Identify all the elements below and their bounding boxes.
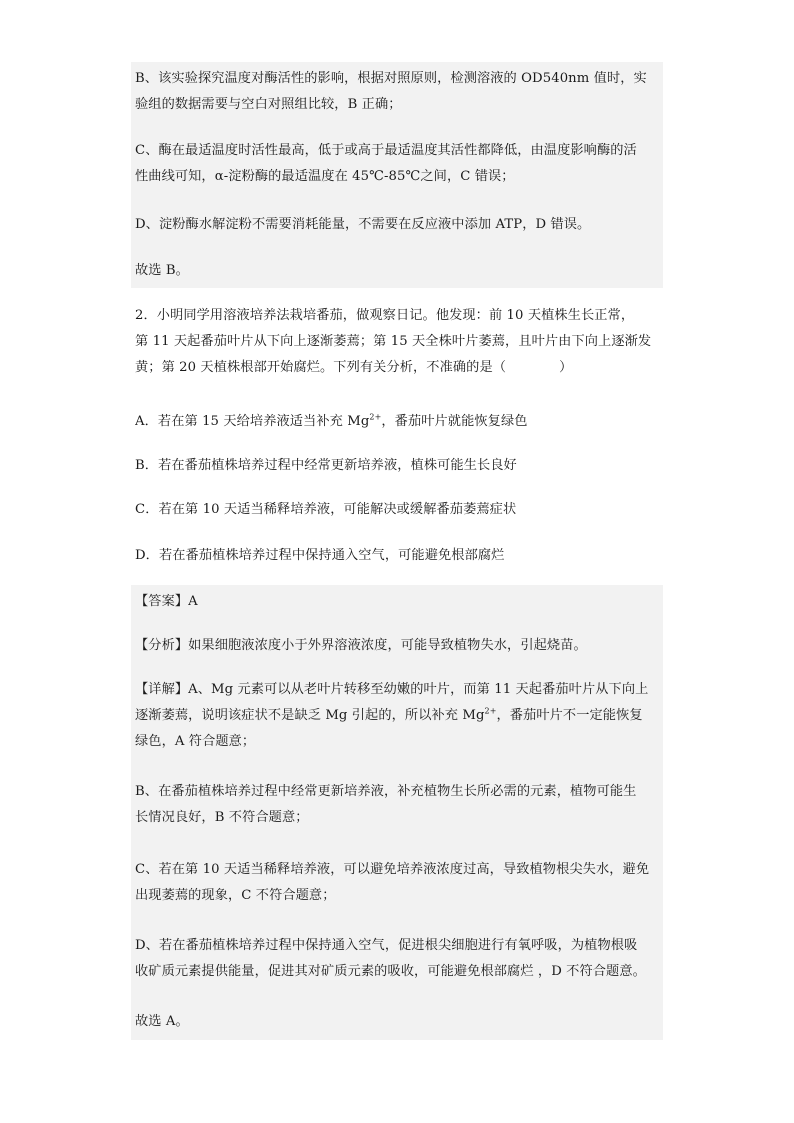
prev-option-d-analysis	[135, 212, 659, 238]
prev-conclusion	[135, 258, 659, 284]
detail-a-text: ，番茄叶片不一定能恢复	[496, 708, 643, 723]
text-line: 性曲线可知，α-淀粉酶的最适温度在 45℃-85℃之间，C 错误；	[135, 169, 515, 184]
detail-option-d	[135, 933, 659, 985]
superscript: 2+	[369, 412, 382, 422]
text-line	[135, 703, 659, 729]
prev-analysis-block	[131, 62, 663, 288]
question-2-block	[131, 303, 663, 585]
text-line: B．若在番茄植株培养过程中经常更新培养液，植株可能生长良好	[135, 458, 517, 473]
detail-option-a	[135, 677, 659, 755]
question-2-option-a	[135, 409, 659, 435]
text-line: D．若在番茄植株培养过程中保持通入空气，可能避免根部腐烂	[135, 548, 505, 563]
question-2-option-d	[135, 543, 659, 569]
text-line: B、该实验探究温度对酶活性的影响，根据对照原则，检测溶液的 OD540nm 值时，实	[135, 71, 647, 86]
text-line: D、若在番茄植株培养过程中保持通入空气，促进根尖细胞进行有氧呼吸，为植物根吸	[135, 938, 638, 953]
question-2-option-c	[135, 497, 659, 523]
text-line: 长情况良好，B 不符合题意；	[135, 810, 309, 825]
text-line: 第 11 天起番茄叶片从下向上逐渐萎蔫；第 15 天全株叶片萎蔫，且叶片由下向上逐渐发	[135, 334, 652, 349]
prev-option-b-analysis	[135, 66, 659, 118]
text-line: 收矿质元素提供能量，促进其对矿质元素的吸收，可能避免根部腐烂 ，D 不符合题意。	[135, 964, 646, 979]
text-line: 故选 B。	[135, 263, 189, 278]
text-line: 绿色，A 符合题意；	[135, 734, 256, 749]
option-a-text: ，番茄叶片就能恢复绿色	[381, 414, 528, 429]
text-line: 出现萎蔫的现象，C 不符合题意；	[135, 888, 336, 903]
text-line	[135, 409, 659, 435]
prev-option-c-analysis	[135, 138, 659, 190]
analysis-label	[135, 633, 659, 659]
question-2-stem	[135, 303, 659, 381]
superscript: 2+	[484, 706, 497, 716]
detail-option-c	[135, 857, 659, 909]
answer-conclusion	[135, 1009, 659, 1035]
detail-a-text: 逐渐萎蔫，说明该症状不是缺乏 Mg 引起的，所以补充 Mg	[135, 708, 485, 723]
text-line: C、若在第 10 天适当稀释培养液，可以避免培养液浓度过高，导致植物根尖失水，避免	[135, 862, 650, 877]
text-line: 验组的数据需要与空白对照组比较，B 正确；	[135, 97, 402, 112]
option-a-text: A．若在第 15 天给培养液适当补充 Mg	[135, 414, 370, 429]
text-line: D、淀粉酶水解淀粉不需要消耗能量，不需要在反应液中添加 ATP，D 错误。	[135, 217, 591, 232]
text-line: 2．小明同学用溶液培养法栽培番茄，做观察日记。他发现：前 10 天植株生长正常，	[135, 308, 635, 323]
detail-option-b	[135, 779, 659, 831]
answer-label	[135, 589, 659, 615]
question-2-option-b	[135, 453, 659, 479]
answer-2-block	[131, 585, 663, 1040]
text-line: 黄；第 20 天植株根部开始腐烂。下列有关分析，不准确的是（ ）	[135, 360, 573, 375]
text-line: 【分析】如果细胞液浓度小于外界溶液浓度，可能导致植物失水，引起烧苗。	[135, 638, 587, 653]
text-line: 【详解】A、Mg 元素可以从老叶片转移至幼嫩的叶片，而第 11 天起番茄叶片从下向上	[135, 682, 649, 697]
text-line: 【答案】A	[135, 594, 198, 609]
text-line: B、在番茄植株培养过程中经常更新培养液，补充植物生长所必需的元素，植物可能生	[135, 784, 637, 799]
text-line: C、酶在最适温度时活性最高，低于或高于最适温度其活性都降低，由温度影响酶的活	[135, 143, 637, 158]
text-line: C．若在第 10 天适当稀释培养液，可能解决或缓解番茄萎蔫症状	[135, 502, 517, 517]
text-line: 故选 A。	[135, 1014, 189, 1029]
